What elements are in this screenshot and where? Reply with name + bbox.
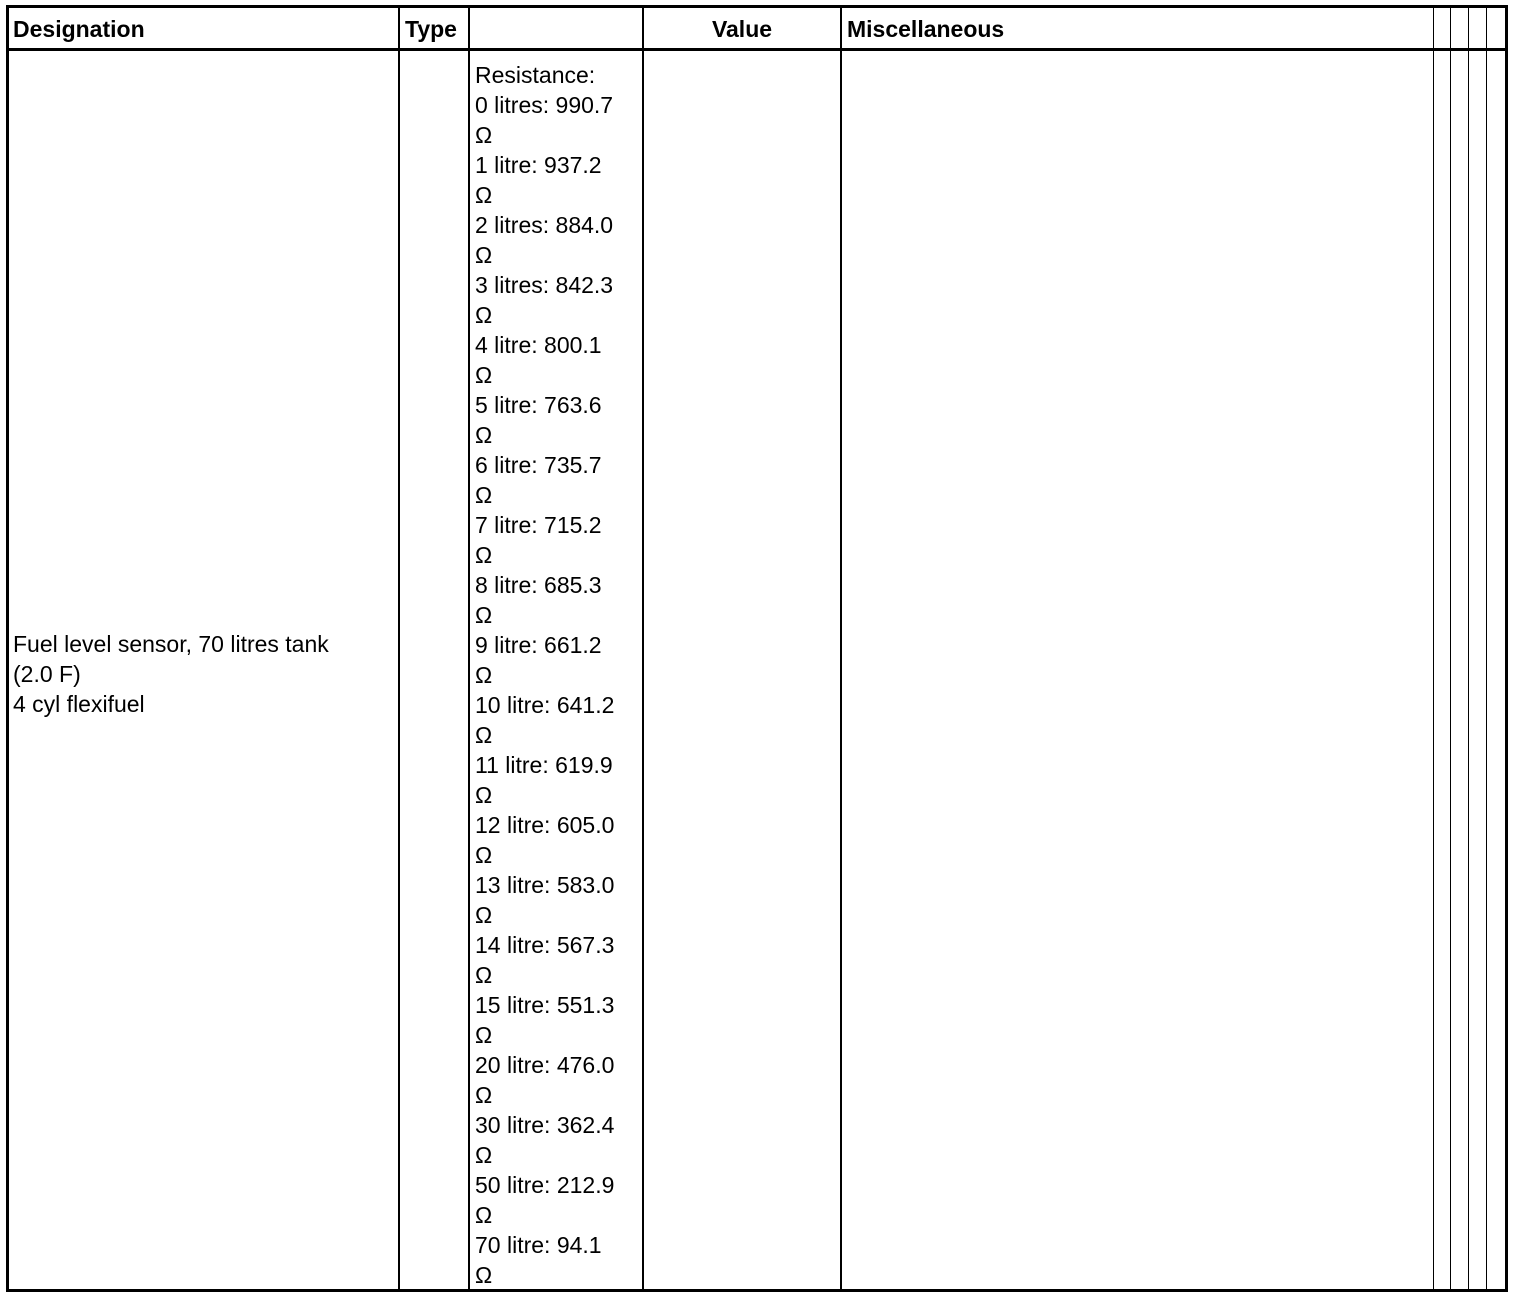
ohm-unit: Ω: [475, 722, 493, 748]
resistance-value: 6 litre: 735.7: [475, 452, 602, 478]
resistance-value: 20 litre: 476.0: [475, 1052, 615, 1078]
column-divider: [1450, 8, 1451, 1289]
resistance-entry: [475, 690, 614, 750]
resistance-entry: [475, 90, 614, 150]
ohm-unit: Ω: [475, 842, 493, 868]
column-divider: [398, 8, 400, 1289]
resistance-entry: [475, 750, 614, 810]
ohm-unit: Ω: [475, 782, 493, 808]
resistance-value: 7 litre: 715.2: [475, 512, 602, 538]
resistance-entry: [475, 570, 614, 630]
ohm-unit: Ω: [475, 422, 493, 448]
header-designation: Designation: [13, 16, 145, 42]
resistance-entry: [475, 210, 614, 270]
ohm-unit: Ω: [475, 602, 493, 628]
resistance-list: [475, 60, 614, 1290]
resistance-entry: [475, 390, 614, 450]
resistance-entry: [475, 270, 614, 330]
resistance-entry: [475, 1050, 614, 1110]
designation-line: Fuel level sensor, 70 litres tank: [13, 631, 329, 657]
resistance-entry: [475, 870, 614, 930]
ohm-unit: Ω: [475, 1082, 493, 1108]
resistance-value: 15 litre: 551.3: [475, 992, 615, 1018]
column-divider: [468, 8, 470, 1289]
ohm-unit: Ω: [475, 1202, 493, 1228]
resistance-entry: [475, 510, 614, 570]
spec-table: [6, 5, 1508, 1292]
resistance-entry: [475, 1170, 614, 1230]
ohm-unit: Ω: [475, 902, 493, 928]
resistance-value: 5 litre: 763.6: [475, 392, 602, 418]
header-divider: [9, 48, 1505, 51]
resistance-value: 9 litre: 661.2: [475, 632, 602, 658]
ohm-unit: Ω: [475, 482, 493, 508]
resistance-value: 2 litres: 884.0: [475, 212, 614, 238]
header-type: Type: [405, 16, 457, 42]
resistance-value: 30 litre: 362.4: [475, 1112, 615, 1138]
resistance-entry: [475, 1230, 614, 1290]
column-divider: [1433, 8, 1434, 1289]
ohm-unit: Ω: [475, 962, 493, 988]
resistance-value: 3 litres: 842.3: [475, 272, 614, 298]
resistance-entry: [475, 930, 614, 990]
column-divider: [642, 8, 644, 1289]
header-value: Value: [711, 16, 773, 42]
designation-line: (2.0 F): [13, 661, 81, 687]
header-miscellaneous: Miscellaneous: [847, 16, 1005, 42]
resistance-value: 11 litre: 619.9: [475, 752, 613, 778]
ohm-unit: Ω: [475, 1022, 493, 1048]
resistance-value: 12 litre: 605.0: [475, 812, 615, 838]
resistance-entry: [475, 630, 614, 690]
ohm-unit: Ω: [475, 362, 493, 388]
resistance-entry: [475, 150, 614, 210]
resistance-value: 13 litre: 583.0: [475, 872, 615, 898]
ohm-unit: Ω: [475, 1142, 493, 1168]
designation-line: 4 cyl flexifuel: [13, 691, 145, 717]
resistance-value: 8 litre: 685.3: [475, 572, 602, 598]
resistance-value: 4 litre: 800.1: [475, 332, 602, 358]
resistance-value: 0 litres: 990.7: [475, 92, 614, 118]
ohm-unit: Ω: [475, 662, 493, 688]
resistance-entry: [475, 990, 614, 1050]
resistance-value: 70 litre: 94.1: [475, 1232, 602, 1258]
ohm-unit: Ω: [475, 302, 493, 328]
resistance-entry: [475, 450, 614, 510]
ohm-unit: Ω: [475, 542, 493, 568]
resistance-entry: [475, 330, 614, 390]
ohm-unit: Ω: [475, 242, 493, 268]
ohm-unit: Ω: [475, 1262, 493, 1288]
resistance-entry: [475, 1110, 614, 1170]
resistance-value: 14 litre: 567.3: [475, 932, 615, 958]
resistance-value: 10 litre: 641.2: [475, 692, 615, 718]
resistance-value: 1 litre: 937.2: [475, 152, 602, 178]
column-divider: [1486, 8, 1487, 1289]
resistance-value: 50 litre: 212.9: [475, 1172, 615, 1198]
column-divider: [1468, 8, 1469, 1289]
resistance-entry: [475, 810, 614, 870]
designation-cell: [13, 629, 329, 719]
resistance-title: Resistance:: [475, 62, 596, 88]
column-divider: [840, 8, 842, 1289]
ohm-unit: Ω: [475, 122, 493, 148]
ohm-unit: Ω: [475, 182, 493, 208]
